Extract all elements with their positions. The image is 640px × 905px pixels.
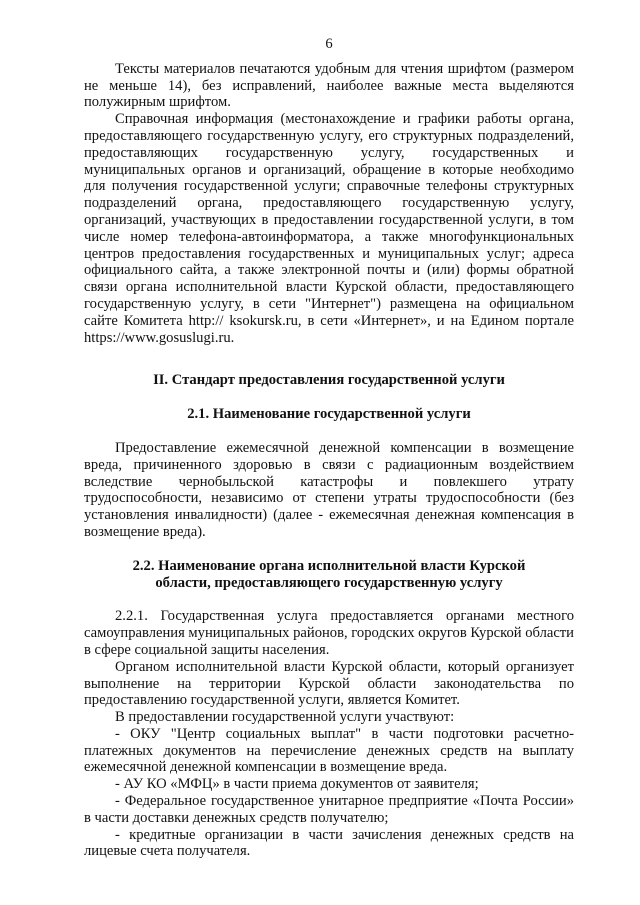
paragraph-fonts: Тексты материалов печатаются удобным для чтения шрифтом (размером не меньше 14), без исправлений, наиболее важные места выделяются полужирным шрифтом. <box>84 60 574 111</box>
list-item-mfc: - АУ КО «МФЦ» в части приема документов от заявителя; <box>115 776 479 793</box>
paragraph-reference-info: Справочная информация (местонахождение и графики работы органа, предоставляющего государственную услугу, его структурных подразделений, предоставляющих государственную услугу, государственных и муниципальных органов и организаций, обращение в которые необходимо для получения государственной услуги; справочные телефоны структурных подразделений органа, предоставляющего государственную услугу, организаций, участвующих в предоставлении государственной услуги, в том числе номер телефона-автоинформатора, а также многофункциональных центров предоставления государственных и муниципальных услуг; адреса официального сайта, а также электронной почты и (или) формы обратной связи органа исполнительной власти Курской области, предоставляющего государственную услугу, в сети "Интернет") размещена на официальном сайте Комитета http:// ksokursk.ru, в сети «Интернет», и на Едином портале https://www.gosuslugi.ru. <box>84 111 574 346</box>
page-number: 6 <box>325 36 333 52</box>
document-page <box>84 36 574 860</box>
paragraph-2-2-1: 2.2.1. Государственная услуга предоставляется органами местного самоуправления муниципальных районов, городских округов Курской области в сфере социальной защиты населения. <box>84 608 574 658</box>
list-item-oku: - ОКУ "Центр социальных выплат" в части подготовки расчетно-платежных документов на перечисление денежных средств на выплату ежемесячной денежной компенсации в возмещение вреда. <box>84 725 574 776</box>
list-item-post: - Федеральное государственное унитарное предприятие «Почта России» в части доставки денежных средств получателю; <box>84 793 574 826</box>
list-item-credit-orgs: - кредитные организации в части зачисления денежных средств на лицевые счета получателя. <box>84 826 574 860</box>
paragraph-service-name: Предоставление ежемесячной денежной компенсации в возмещение вреда, причиненного здоровью в связи с радиационным воздействием вследствие чернобыльской катастрофы и повлекшего утрату трудоспособности, независимо от степени утраты трудоспособности (без установления инвалидности) (далее - ежемесячная денежная компенсация в возмещение вреда). <box>84 439 574 540</box>
section-title: II. Стандарт предоставления государственной услуги <box>153 372 505 389</box>
subsection-title-2-1: 2.1. Наименование государственной услуги <box>187 406 471 423</box>
subsection-title-2-2: 2.2. Наименование органа исполнительной власти Курской области, предоставляющего государственную услугу <box>132 557 526 591</box>
paragraph-participants-intro: В предоставлении государственной услуги участвуют: <box>115 709 455 726</box>
paragraph-executive-body: Органом исполнительной власти Курской области, который организует выполнение на территории Курской области законодательства по предоставлению государственной услуги, является Комитет. <box>84 658 574 709</box>
